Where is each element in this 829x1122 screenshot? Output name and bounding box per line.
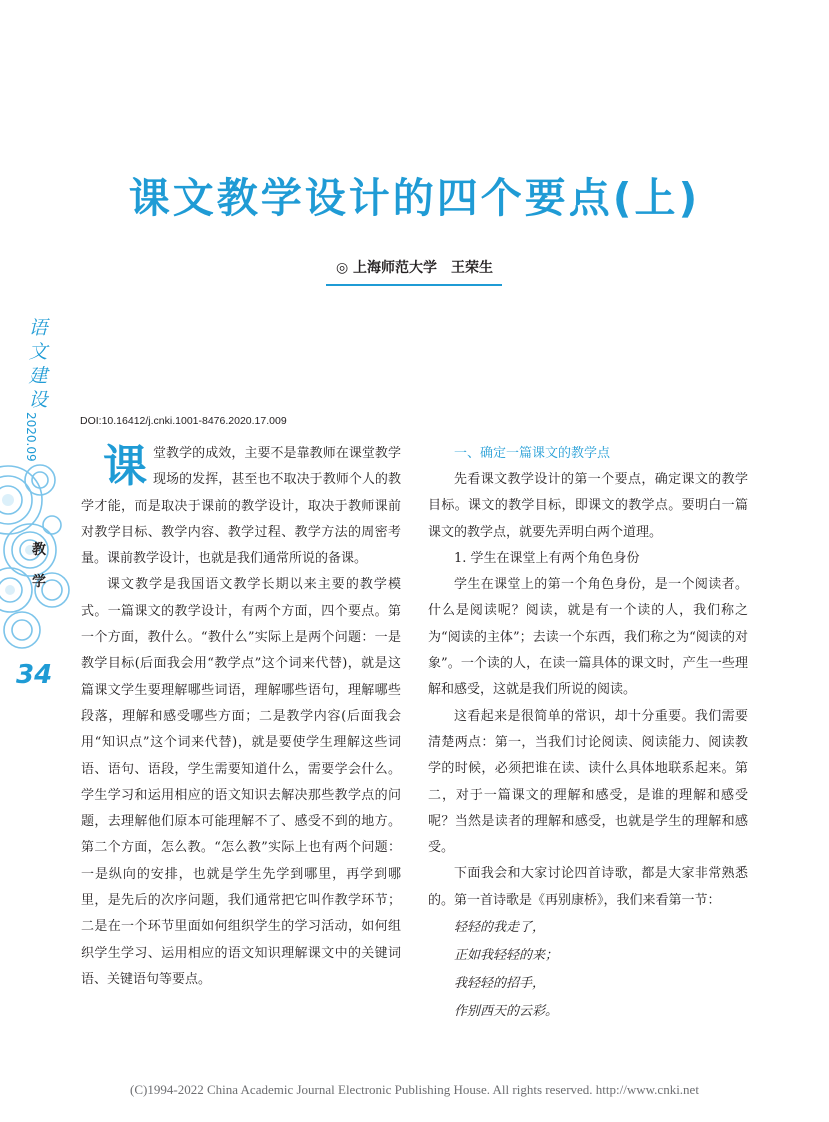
journal-name-vertical (27, 316, 49, 412)
journal-char: 设 (28, 389, 48, 411)
issue-number: 2020.09 (24, 412, 38, 462)
journal-char: 语 (28, 317, 48, 339)
poem-line: 正如我轻轻的来； (454, 948, 559, 964)
body-paragraph: 下面我会和大家讨论四首诗歌，都是大家非常熟悉的。第一首诗歌是《再别康桥》，我们来看第一节： (428, 866, 748, 908)
body-paragraph: 先看课文教学设计的第一个要点，确定课文的教学目标。课文的教学目标，即课文的教学点。要明白一篇课文的教学点，就要先弄明白两个道理。 (428, 472, 748, 540)
poem-line: 轻轻的我走了， (454, 920, 546, 936)
byline-underline (326, 284, 502, 286)
page-number: 34 (16, 660, 53, 690)
author-byline: ◎ 上海师范大学 王荣生 (335, 260, 494, 276)
body-paragraph: 课文教学是我国语文教学长期以来主要的教学模式。一篇课文的教学设计，有两个方面，四个要点。第一个方面，教什么。“教什么”实际上是两个问题：一是教学目标(后面我会用“教学点”这个词来代替)，就是这篇课文学生要理解哪些词语，理解哪些语句，理解哪些段落，理解和感受哪些方面；二是教学内容(后面我会用“知识点”这个词来代替)，就是要使学生理解这些词语、语句、语段，学生需要知道什么，需要学会什么。学生学习和运用相应的语文知识去解决那些教学点的问题，去理解他们原本可能理解不了、感受不到的地方。第二个方面，怎么教。“怎么教”实际上也有两个问题：一是纵向的安排，也就是学生先学到哪里，再学到哪里，是先后的次序问题，我们通常把它叫作教学环节；二是在一个环节里面如何组织学生的学习活动，如何组织学生学习、运用相应的语文知识理解课文中的关键词语、关键语句等要点。 (81, 577, 401, 987)
section-label-vertical (28, 534, 50, 598)
section-heading: 一、确定一篇课文的教学点 (454, 446, 611, 461)
copyright-footer: (C)1994-2022 China Academic Journal Electronic Publishing House. All rights reserved. http://www.cnki.net (130, 1082, 699, 1097)
dropcap-letter: 课 (103, 441, 147, 492)
subheading: 1. 学生在课堂上有两个角色身份 (454, 550, 640, 566)
poem-line: 我轻轻的招手， (454, 976, 546, 992)
intro-paragraph (81, 441, 401, 572)
section-char: 教 (32, 542, 46, 558)
journal-char: 建 (28, 365, 48, 387)
intro-paragraph-text: 堂教学的成效，主要不是靠教师在课堂教学现场的发挥，甚至也不取决于教师个人的教学才能，而是取决于课前的教学设计，取决于教师课前对教学目标、教学内容、教学过程、教学方法的周密考量。课前教学设计，也就是我们通常所说的备课。 (81, 446, 401, 567)
journal-char: 文 (28, 341, 48, 363)
body-paragraph: 学生在课堂上的第一个角色身份，是一个阅读者。什么是阅读呢？阅读，就是有一个读的人，我们称之为“阅读的主体”；去读一个东西，我们称之为“阅读的对象”。一个读的人，在读一篇具体的课文时，产生一些理解和感受，这就是我们所说的阅读。 (428, 577, 748, 698)
left-column (81, 441, 401, 993)
doi-line: DOI:10.16412/j.cnki.1001-8476.2020.17.009 (80, 415, 287, 427)
section-char: 学 (32, 574, 46, 590)
poem-line: 作别西天的云彩。 (454, 1004, 559, 1020)
article-title: 课文教学设计的四个要点(上) (128, 174, 701, 222)
body-paragraph: 这看起来是很简单的常识，却十分重要。我们需要清楚两点：第一，当我们讨论阅读、阅读能力、阅读教学的时候，必须把谁在读、读什么具体地联系起来。第二，对于一篇课文的理解和感受，是谁的理解和感受呢？当然是读者的理解和感受，也就是学生的理解和感受。 (428, 708, 748, 856)
poem-block (454, 914, 748, 1026)
right-column (428, 441, 748, 1026)
